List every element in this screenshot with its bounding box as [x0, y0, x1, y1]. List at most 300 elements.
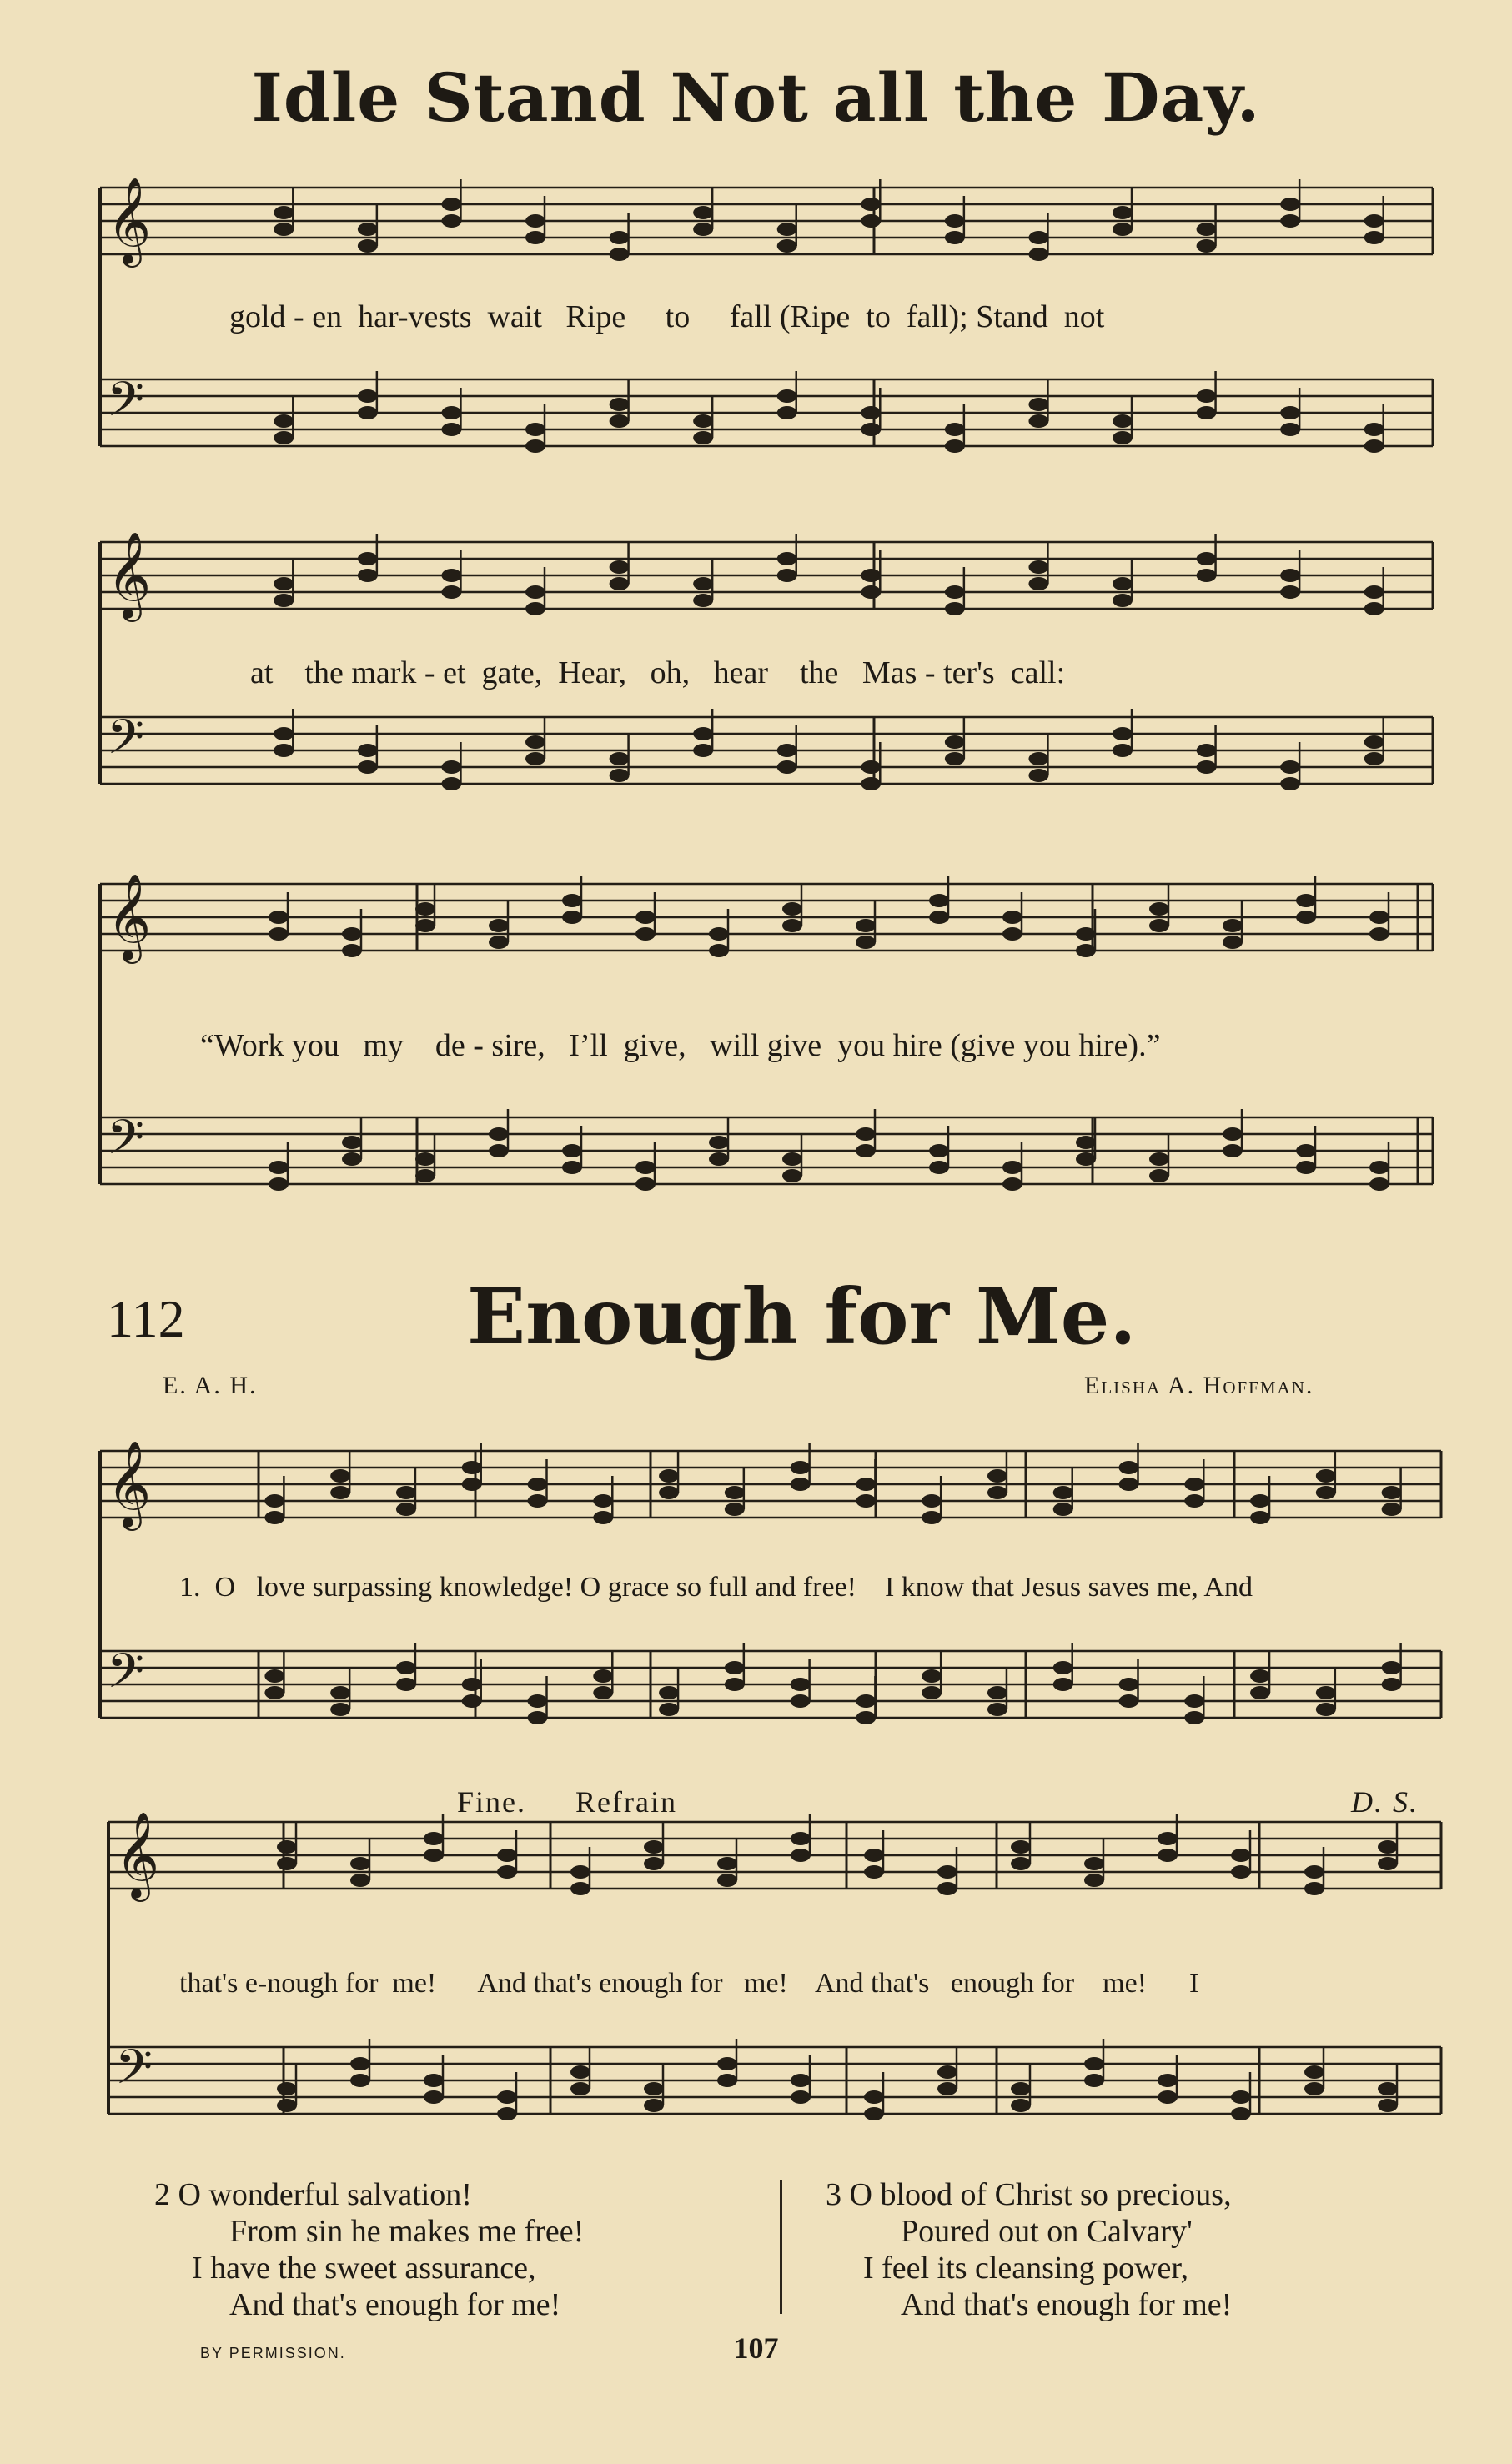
note-head — [1028, 752, 1048, 765]
note-head — [1304, 1865, 1324, 1879]
note-head — [1280, 777, 1300, 790]
note-head — [861, 585, 881, 599]
note-head — [1382, 1661, 1402, 1674]
note-head — [1280, 214, 1300, 228]
note-head — [693, 206, 713, 219]
note-head — [489, 919, 509, 932]
note-head — [1382, 1486, 1402, 1499]
note-head — [1304, 2065, 1324, 2079]
hymn1-title: Idle Stand Not all the Day. — [251, 58, 1261, 137]
verse-2-line-3: I have the sweet assurance, — [192, 2251, 536, 2286]
treble-clef-icon: 𝄞 — [107, 1440, 152, 1528]
verse-3-line-2: Poured out on Calvary' — [901, 2214, 1193, 2249]
note-head — [489, 936, 509, 949]
hymn1-lyric-line-1: gold - en har-vests wait Ripe to fall (Ripe to fall); Stand not — [229, 299, 1105, 334]
note-head — [1280, 198, 1300, 211]
note-head — [277, 1857, 297, 1870]
note-head — [856, 1478, 876, 1491]
note-head — [264, 1494, 284, 1508]
note-head — [525, 423, 545, 436]
note-head — [1119, 1694, 1139, 1708]
note-head — [922, 1511, 942, 1524]
note-head — [777, 406, 797, 419]
note-head — [350, 1874, 370, 1887]
note-head — [593, 1686, 613, 1699]
note-head — [1084, 1857, 1104, 1870]
note-head — [610, 560, 630, 574]
note-head — [777, 239, 797, 253]
note-head — [693, 577, 713, 590]
note-head — [725, 1661, 745, 1674]
note-head — [1231, 2090, 1251, 2104]
note-head — [1296, 894, 1316, 907]
note-head — [396, 1486, 416, 1499]
note-head — [1369, 911, 1389, 924]
note-head — [562, 911, 582, 924]
note-head — [709, 1136, 729, 1149]
note-head — [945, 585, 965, 599]
note-head — [1028, 769, 1048, 782]
h2-system1-bass-staff — [100, 1651, 1441, 1718]
hymn2-number: 112 — [107, 1289, 185, 1348]
note-head — [693, 223, 713, 236]
note-head — [1280, 569, 1300, 582]
note-head — [791, 2074, 811, 2087]
note-head — [861, 423, 881, 436]
note-head — [342, 927, 362, 941]
verse-divider — [780, 2180, 782, 2314]
note-head — [1369, 927, 1389, 941]
note-head — [987, 1703, 1007, 1716]
note-head — [1149, 902, 1169, 916]
h1-system2-treble-staff — [100, 542, 1433, 609]
h1-system2-bass-staff — [100, 717, 1433, 784]
note-head — [1053, 1661, 1073, 1674]
note-head — [274, 727, 294, 740]
verse-3-line-1: 3 O blood of Christ so precious, — [826, 2177, 1232, 2212]
note-head — [274, 414, 294, 428]
note-head — [610, 752, 630, 765]
note-head — [929, 894, 949, 907]
note-head — [1053, 1503, 1073, 1516]
note-head — [1197, 239, 1217, 253]
bass-clef-icon: 𝄢 — [107, 1643, 145, 1711]
note-head — [274, 594, 294, 607]
hymn1-lyric-line-2: at the mark - et gate, Hear, oh, hear the Mas - ter's call: — [250, 655, 1066, 690]
note-head — [610, 231, 630, 244]
note-head — [525, 735, 545, 749]
note-head — [358, 223, 378, 236]
note-head — [777, 760, 797, 774]
note-head — [415, 919, 435, 932]
note-head — [709, 944, 729, 957]
note-head — [396, 1661, 416, 1674]
note-head — [1250, 1686, 1270, 1699]
note-head — [1250, 1669, 1270, 1683]
note-head — [593, 1494, 613, 1508]
note-head — [497, 2107, 517, 2120]
note-head — [864, 1849, 884, 1862]
note-head — [1184, 1478, 1204, 1491]
note-head — [1197, 744, 1217, 757]
note-head — [462, 1694, 482, 1708]
note-head — [1158, 1849, 1178, 1862]
note-head — [330, 1469, 350, 1483]
note-head — [1158, 2090, 1178, 2104]
note-head — [717, 2074, 737, 2087]
note-head — [1113, 223, 1133, 236]
note-head — [861, 214, 881, 228]
note-head — [1149, 1169, 1169, 1182]
note-head — [350, 2057, 370, 2070]
note-head — [1197, 569, 1217, 582]
note-head — [1364, 585, 1384, 599]
note-head — [1184, 1494, 1204, 1508]
note-head — [1002, 927, 1022, 941]
treble-clef-icon: 𝄞 — [107, 177, 152, 264]
note-head — [562, 1144, 582, 1157]
note-head — [1197, 406, 1217, 419]
note-head — [264, 1669, 284, 1683]
note-head — [922, 1669, 942, 1683]
note-head — [1011, 2099, 1031, 2112]
note-head — [1316, 1486, 1336, 1499]
note-head — [358, 239, 378, 253]
note-head — [528, 1711, 548, 1724]
note-head — [525, 585, 545, 599]
note-head — [1231, 2107, 1251, 2120]
note-head — [1158, 2074, 1178, 2087]
note-head — [330, 1686, 350, 1699]
note-head — [277, 2082, 297, 2095]
note-head — [1280, 406, 1300, 419]
note-head — [1231, 1849, 1251, 1862]
note-head — [864, 1865, 884, 1879]
verse-2-line-2: From sin he makes me free! — [229, 2214, 585, 2249]
note-head — [929, 911, 949, 924]
note-head — [528, 1494, 548, 1508]
note-head — [1223, 936, 1243, 949]
note-head — [462, 1478, 482, 1491]
note-head — [1364, 735, 1384, 749]
note-head — [693, 744, 713, 757]
note-head — [415, 1169, 435, 1182]
note-head — [1378, 2082, 1398, 2095]
note-head — [415, 902, 435, 916]
note-head — [1378, 1857, 1398, 1870]
note-head — [1028, 577, 1048, 590]
note-head — [937, 1882, 957, 1895]
note-head — [717, 1857, 737, 1870]
note-head — [945, 214, 965, 228]
note-head — [1280, 760, 1300, 774]
note-head — [1113, 414, 1133, 428]
note-head — [861, 569, 881, 582]
bass-clef-icon: 𝄢 — [107, 709, 145, 777]
note-head — [693, 414, 713, 428]
note-head — [525, 231, 545, 244]
note-head — [1296, 911, 1316, 924]
note-head — [1378, 1840, 1398, 1854]
note-head — [1113, 744, 1133, 757]
note-head — [528, 1694, 548, 1708]
note-head — [358, 760, 378, 774]
note-head — [1364, 231, 1384, 244]
note-head — [777, 552, 797, 565]
note-head — [1250, 1511, 1270, 1524]
note-head — [1304, 2082, 1324, 2095]
note-head — [610, 398, 630, 411]
note-head — [864, 2107, 884, 2120]
note-head — [856, 1144, 876, 1157]
note-head — [945, 735, 965, 749]
note-head — [358, 744, 378, 757]
h1-system1-treble-staff — [100, 188, 1433, 254]
note-head — [396, 1678, 416, 1691]
note-head — [358, 552, 378, 565]
hymn1-lyric-line-3: “Work you my de - sire, I’ll give, will give you hire (give you hire).” — [200, 1028, 1161, 1063]
note-head — [635, 911, 656, 924]
permission-note: BY PERMISSION. — [200, 2345, 346, 2361]
treble-clef-icon: 𝄞 — [107, 531, 152, 619]
note-head — [1113, 727, 1133, 740]
note-head — [441, 214, 461, 228]
note-head — [1002, 1161, 1022, 1174]
note-head — [937, 1865, 957, 1879]
note-head — [570, 2082, 590, 2095]
note-head — [777, 744, 797, 757]
note-head — [424, 1832, 444, 1845]
note-head — [274, 431, 294, 444]
note-head — [782, 1169, 802, 1182]
note-head — [489, 1127, 509, 1141]
note-head — [791, 1849, 811, 1862]
note-head — [1028, 398, 1048, 411]
note-head — [1197, 389, 1217, 403]
note-head — [562, 1161, 582, 1174]
note-head — [693, 594, 713, 607]
note-head — [441, 406, 461, 419]
note-head — [945, 423, 965, 436]
verse-3 — [826, 2176, 1232, 2323]
verse-2-line-4: And that's enough for me! — [229, 2287, 561, 2322]
note-head — [864, 2090, 884, 2104]
note-head — [856, 919, 876, 932]
note-head — [929, 1144, 949, 1157]
note-head — [1316, 1703, 1336, 1716]
note-head — [264, 1686, 284, 1699]
treble-clef-icon: 𝄞 — [115, 1811, 160, 1899]
verse-3-line-4: And that's enough for me! — [901, 2287, 1233, 2322]
note-head — [861, 760, 881, 774]
note-head — [1002, 1177, 1022, 1191]
note-head — [709, 1152, 729, 1166]
hymn2-title: Enough for Me. — [467, 1272, 1137, 1362]
note-head — [782, 919, 802, 932]
hymn2-lyric-line-1: 1. O love surpassing knowledge! O grace so full and free! I know that Jesus saves me, And — [179, 1572, 1253, 1603]
note-head — [350, 2074, 370, 2087]
note-head — [1113, 431, 1133, 444]
note-head — [1382, 1678, 1402, 1691]
note-head — [1364, 214, 1384, 228]
note-head — [791, 1694, 811, 1708]
note-head — [945, 752, 965, 765]
note-head — [269, 911, 289, 924]
note-head — [635, 1161, 656, 1174]
note-head — [1280, 585, 1300, 599]
note-head — [791, 1832, 811, 1845]
note-head — [1084, 2057, 1104, 2070]
note-head — [777, 389, 797, 403]
note-head — [274, 577, 294, 590]
note-head — [659, 1486, 679, 1499]
note-head — [1028, 414, 1048, 428]
note-head — [1113, 594, 1133, 607]
note-head — [415, 1152, 435, 1166]
note-head — [269, 927, 289, 941]
verse-2 — [154, 2176, 584, 2323]
note-head — [593, 1669, 613, 1683]
note-head — [1028, 231, 1048, 244]
bass-clef-icon: 𝄢 — [115, 2039, 153, 2107]
h2-system2-bass-staff — [108, 2047, 1441, 2114]
note-head — [274, 223, 294, 236]
note-head — [1076, 927, 1096, 941]
note-head — [945, 231, 965, 244]
note-head — [1223, 1127, 1243, 1141]
note-head — [856, 936, 876, 949]
note-head — [1197, 760, 1217, 774]
note-head — [350, 1857, 370, 1870]
note-head — [717, 1874, 737, 1887]
note-head — [1053, 1678, 1073, 1691]
note-head — [1223, 919, 1243, 932]
note-head — [1280, 423, 1300, 436]
note-head — [1369, 1161, 1389, 1174]
note-head — [1002, 911, 1022, 924]
bass-clef-icon: 𝄢 — [107, 371, 145, 439]
note-head — [441, 585, 461, 599]
note-head — [330, 1486, 350, 1499]
note-head — [856, 1494, 876, 1508]
note-head — [791, 1678, 811, 1691]
note-head — [1076, 944, 1096, 957]
note-head — [929, 1161, 949, 1174]
note-head — [1316, 1686, 1336, 1699]
page-number: 107 — [733, 2331, 779, 2365]
note-head — [1296, 1144, 1316, 1157]
note-head — [269, 1177, 289, 1191]
hymn2-music-credit: Elisha A. Hoffman. — [1084, 1372, 1314, 1399]
note-head — [856, 1694, 876, 1708]
note-head — [777, 223, 797, 236]
note-head — [1149, 919, 1169, 932]
note-head — [610, 577, 630, 590]
note-head — [861, 406, 881, 419]
note-head — [497, 1865, 517, 1879]
note-head — [1364, 439, 1384, 453]
hymn2-lyric-line-2: that's e-nough for me! And that's enough for me! And that's enough for me! I — [179, 1968, 1199, 1999]
note-head — [1223, 1144, 1243, 1157]
note-head — [342, 1136, 362, 1149]
note-head — [269, 1161, 289, 1174]
note-head — [424, 2074, 444, 2087]
note-head — [264, 1511, 284, 1524]
note-head — [1053, 1486, 1073, 1499]
note-head — [1076, 1136, 1096, 1149]
note-head — [274, 744, 294, 757]
verse-2-line-1: 2 O wonderful salvation! — [154, 2177, 472, 2212]
note-head — [635, 1177, 656, 1191]
note-head — [358, 569, 378, 582]
note-head — [562, 894, 582, 907]
note-head — [945, 439, 965, 453]
note-head — [1076, 1152, 1096, 1166]
note-head — [570, 1865, 590, 1879]
note-head — [1364, 602, 1384, 615]
note-head — [525, 602, 545, 615]
note-head — [1364, 423, 1384, 436]
note-head — [610, 248, 630, 261]
note-head — [644, 1857, 664, 1870]
note-head — [1028, 248, 1048, 261]
note-head — [1149, 1152, 1169, 1166]
note-head — [1184, 1694, 1204, 1708]
note-head — [791, 1478, 811, 1491]
note-head — [424, 2090, 444, 2104]
note-head — [441, 777, 461, 790]
note-head — [441, 569, 461, 582]
note-head — [497, 2090, 517, 2104]
note-head — [1197, 552, 1217, 565]
note-head — [489, 1144, 509, 1157]
note-head — [525, 439, 545, 453]
note-head — [1028, 560, 1048, 574]
hymn2-words-credit: E. A. H. — [163, 1372, 258, 1399]
note-head — [570, 1882, 590, 1895]
verse-3-line-3: I feel its cleansing power, — [863, 2251, 1188, 2286]
note-head — [725, 1678, 745, 1691]
note-head — [1378, 2099, 1398, 2112]
note-head — [856, 1127, 876, 1141]
note-head — [782, 902, 802, 916]
note-head — [277, 1840, 297, 1854]
note-head — [1113, 577, 1133, 590]
note-head — [725, 1503, 745, 1516]
note-head — [1231, 1865, 1251, 1879]
note-head — [1011, 1840, 1031, 1854]
note-head — [861, 198, 881, 211]
note-head — [987, 1469, 1007, 1483]
note-head — [1316, 1469, 1336, 1483]
note-head — [441, 423, 461, 436]
note-head — [922, 1686, 942, 1699]
note-head — [945, 602, 965, 615]
note-head — [791, 2090, 811, 2104]
note-head — [424, 1849, 444, 1862]
note-head — [709, 927, 729, 941]
note-head — [525, 214, 545, 228]
note-head — [1369, 1177, 1389, 1191]
note-head — [1084, 1874, 1104, 1887]
note-head — [497, 1849, 517, 1862]
note-head — [987, 1686, 1007, 1699]
note-head — [462, 1461, 482, 1474]
note-head — [693, 431, 713, 444]
note-head — [861, 777, 881, 790]
note-head — [782, 1152, 802, 1166]
note-head — [725, 1486, 745, 1499]
